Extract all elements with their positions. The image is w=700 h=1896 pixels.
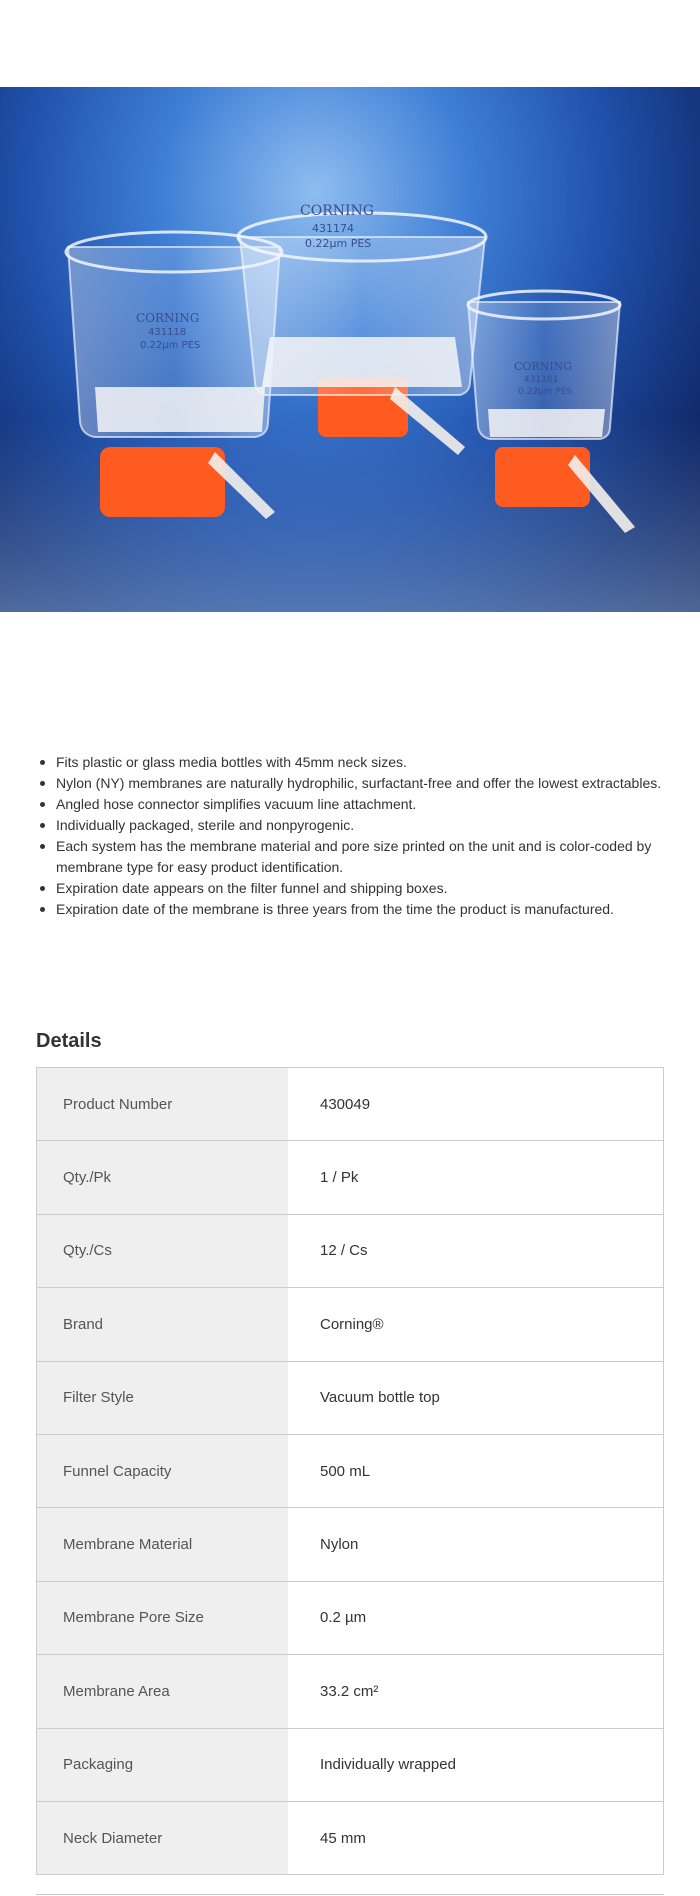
table-row [37, 1729, 663, 1802]
label-spec: 0.22µm PES [305, 237, 372, 250]
table-row [37, 1435, 663, 1508]
table-row [37, 1582, 663, 1655]
table-row [37, 1068, 663, 1141]
row-value: 500 mL [288, 1435, 663, 1507]
row-value: 33.2 cm² [288, 1655, 663, 1727]
row-label: Qty./Pk [37, 1141, 288, 1213]
row-label: Membrane Material [37, 1508, 288, 1580]
details-heading: Details [36, 1030, 102, 1052]
label-brand: CORNING [136, 311, 200, 325]
row-label: Qty./Cs [37, 1215, 288, 1287]
label-code: 431161 [524, 375, 559, 385]
row-value: 12 / Cs [288, 1215, 663, 1287]
details-table [36, 1067, 664, 1875]
row-value: Corning® [288, 1288, 663, 1360]
label-brand: CORNING [514, 360, 573, 373]
row-value: 430049 [288, 1068, 663, 1140]
row-label: Membrane Pore Size [37, 1582, 288, 1654]
table-row [37, 1655, 663, 1728]
table-row [37, 1362, 663, 1435]
label-spec: 0.22µm PES [518, 387, 573, 397]
table-row [37, 1215, 663, 1288]
row-value: Nylon [288, 1508, 663, 1580]
feature-item: Fits plastic or glass media bottles with 45mm neck sizes. [36, 752, 676, 773]
feature-item: Expiration date of the membrane is three years from the time the product is manufactured. [36, 899, 676, 920]
feature-list [36, 752, 676, 920]
row-label: Membrane Area [37, 1655, 288, 1727]
label-spec: 0.22µm PES [140, 340, 201, 351]
row-label: Neck Diameter [37, 1802, 288, 1874]
divider [36, 1894, 664, 1895]
row-value: 0.2 µm [288, 1582, 663, 1654]
row-value: Individually wrapped [288, 1729, 663, 1801]
feature-item: Expiration date appears on the filter funnel and shipping boxes. [36, 878, 676, 899]
row-label: Filter Style [37, 1362, 288, 1434]
row-label: Packaging [37, 1729, 288, 1801]
feature-item: Individually packaged, sterile and nonpyrogenic. [36, 815, 676, 836]
row-value: 1 / Pk [288, 1141, 663, 1213]
product-image [0, 87, 700, 612]
table-row [37, 1508, 663, 1581]
feature-item: Angled hose connector simplifies vacuum line attachment. [36, 794, 676, 815]
row-label: Brand [37, 1288, 288, 1360]
label-code: 431174 [312, 222, 354, 235]
row-label: Funnel Capacity [37, 1435, 288, 1507]
feature-item: Nylon (NY) membranes are naturally hydrophilic, surfactant-free and offer the lowest extractables. [36, 773, 676, 794]
table-row [37, 1141, 663, 1214]
feature-item: Each system has the membrane material and pore size printed on the unit and is color-coded by membrane type for easy product identification. [36, 836, 676, 878]
label-code: 431118 [148, 327, 187, 338]
table-row [37, 1288, 663, 1361]
label-brand: CORNING [300, 203, 374, 219]
row-label: Product Number [37, 1068, 288, 1140]
table-row [37, 1802, 663, 1875]
row-value: 45 mm [288, 1802, 663, 1874]
vacuum-filter-illustration [0, 87, 700, 612]
row-value: Vacuum bottle top [288, 1362, 663, 1434]
